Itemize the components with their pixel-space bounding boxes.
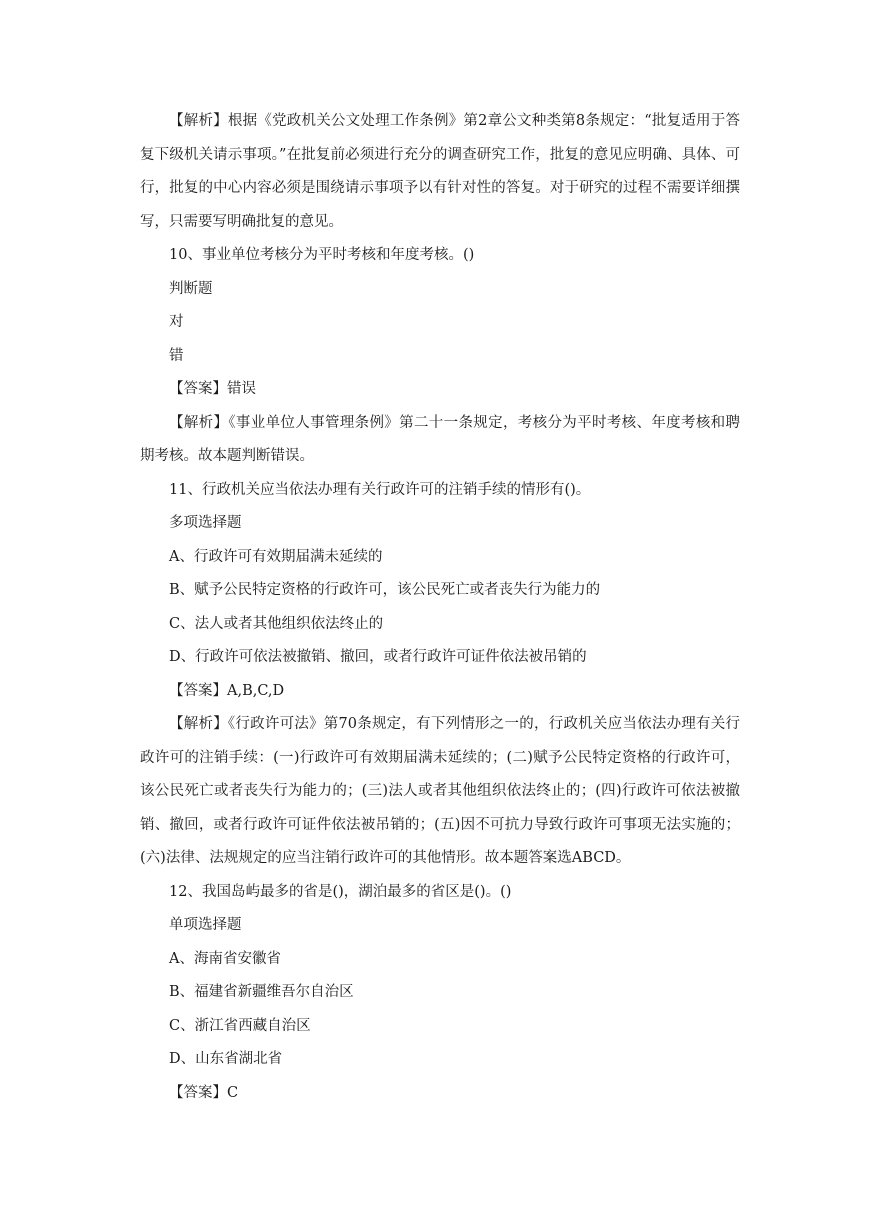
q9-analysis: 【解析】根据《党政机关公文处理工作条例》第2章公文种类第8条规定：“批复适用于答复下级机关请示事项。”在批复前必须进行充分的调查研究工作，批复的意见应明确、具体、可行，批复的中心内容必须是围绕请示事项予以有针对性的答复。对于研究的过程不需要详细撰写，只需要写明确批复的意见。 — [140, 113, 740, 230]
q10-answer: 【答案】错误 — [169, 381, 256, 397]
q11-option-b: B、赋予公民特定资格的行政许可，该公民死亡或者丧失行为能力的 — [169, 582, 601, 598]
q10-option-true: 对 — [169, 314, 184, 330]
q11-analysis: 【解析】《行政许可法》第70条规定，有下列情形之一的，行政机关应当依法办理有关行政许可的注销手续：(一)行政许可有效期届满未延续的；(二)赋予公民特定资格的行政许可，该公民死亡或者丧失行为能力的；(三)法人或者其他组织依法终止的；(四)行政许可依法被撤销、撤回，或者行政许可证件依法被吊销的；(五)因不可抗力导致行政许可事项无法实施的；(六)法律、法规规定的应当注销行政许可的其他情形。故本题答案选ABCD。 — [140, 716, 740, 866]
document-content — [140, 105, 740, 1110]
q10-analysis: 【解析】《事业单位人事管理条例》第二十一条规定，考核分为平时考核、年度考核和聘期考核。故本题判断错误。 — [140, 414, 740, 464]
q11-question: 11、行政机关应当依法办理有关行政许可的注销手续的情形有()。 — [169, 481, 591, 498]
q12-option-d: D、山东省湖北省 — [169, 1051, 283, 1067]
q11-type: 多项选择题 — [169, 515, 242, 531]
q11-option-d: D、行政许可依法被撤销、撤回，或者行政许可证件依法被吊销的 — [169, 649, 587, 665]
q11-option-a: A、行政许可有效期届满未延续的 — [169, 548, 383, 565]
q12-option-b: B、福建省新疆维吾尔自治区 — [169, 984, 354, 1000]
q11-option-c: C、法人或者其他组织依法终止的 — [169, 615, 384, 632]
q10-option-false: 错 — [169, 347, 184, 364]
q12-question: 12、我国岛屿最多的省是()，湖泊最多的省区是()。() — [169, 883, 512, 900]
q11-answer: 【答案】A,B,C,D — [169, 682, 285, 699]
q12-option-c: C、浙江省西藏自治区 — [169, 1017, 311, 1034]
q12-answer: 【答案】C — [169, 1084, 239, 1101]
q12-option-a: A、海南省安徽省 — [169, 950, 281, 967]
q12-type: 单项选择题 — [169, 917, 242, 933]
q10-type: 判断题 — [169, 280, 213, 297]
q10-question: 10、事业单位考核分为平时考核和年度考核。() — [169, 247, 475, 263]
